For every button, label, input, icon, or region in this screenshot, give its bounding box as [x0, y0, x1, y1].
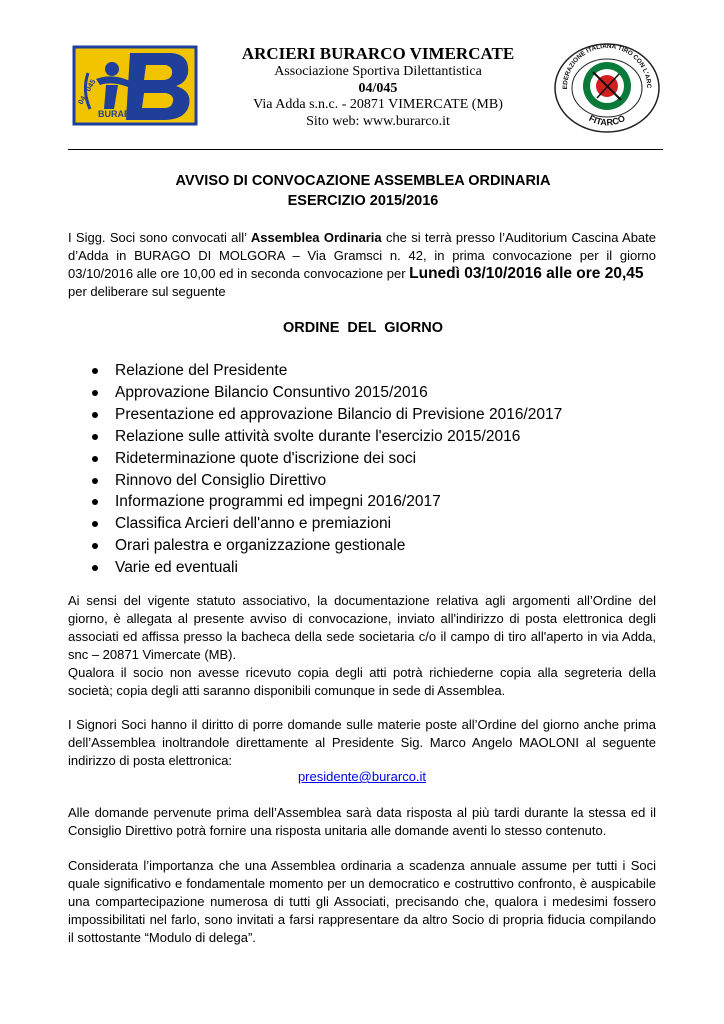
logo-name-text: BURARCO: [98, 109, 144, 119]
document-title: AVVISO DI CONVOCAZIONE ASSEMBLEA ORDINARIA: [175, 173, 551, 189]
bullet-icon: [92, 390, 98, 396]
agenda-heading: ORDINE DEL GIORNO: [283, 320, 443, 336]
document-subtitle: ESERCIZIO 2015/2016: [287, 193, 439, 209]
bullet-icon: [92, 478, 98, 484]
agenda-list: [90, 360, 562, 579]
org-type: Associazione Sportiva Dilettantistica: [274, 64, 482, 79]
email-container: [68, 769, 656, 784]
fitarco-name-text: FITARCO: [587, 113, 627, 128]
list-item: Presentazione ed approvazione Bilancio di Previsione 2016/2017: [90, 404, 562, 426]
org-address: Via Adda s.n.c. - 20871 VIMERCATE (MB): [253, 97, 503, 112]
meeting-datetime: Lunedì 03/10/2016 alle ore 20,45: [409, 265, 644, 282]
list-item: Rinnovo del Consiglio Direttivo: [90, 470, 562, 492]
assembly-type: Assemblea Ordinaria: [250, 230, 382, 245]
bullet-icon: [92, 565, 98, 571]
answers-paragraph: Alle domande pervenute prima dell’Assemblea sarà data risposta al più tardi durante la stessa ed il Consiglio Direttivo potrà fornire una risposta unitaria alle domande aventi lo stesso contenuto.: [68, 805, 656, 838]
bullet-icon: [92, 521, 98, 527]
copy-request-paragraph: Qualora il socio non avesse ricevuto copia degli atti potrà richiederne copia alla segreteria della società; copia degli atti saranno disponibili comunque in sede di Assemblea.: [68, 665, 656, 698]
bullet-icon: [92, 456, 98, 462]
bullet-icon: [92, 499, 98, 505]
bullet-icon: [92, 543, 98, 549]
list-item: Rideterminazione quote d'iscrizione dei soci: [90, 448, 562, 470]
org-header: [205, 44, 551, 130]
statute-paragraph: Ai sensi del vigente statuto associativo, la documentazione relativa agli argomenti all’Ordine del giorno, è allegata al presente avviso di convocazione, inviato all'indirizzo di posta elettronica degli associati ed affissa presso la bacheca della sede societaria c/o il campo di tiro all'aperto in via Adda, snc – 20871 Vimercate (MB).: [68, 593, 656, 662]
list-item: Orari palestra e organizzazione gestionale: [90, 535, 562, 557]
org-code: 04/045: [358, 80, 398, 96]
importance-paragraph: Considerata l’importanza che una Assemblea ordinaria a scadenza annuale assume per tutti i Soci quale significativo e fondamentale momento per un democratico e costruttivo confronto, è auspicabile una compartecipazione numerosa di tutti gli Associati, precisando che, qualora i medesimi fossero impossibilitati nel farlo, sono invitati a farsi rappresentare da altro Socio di propria fiducia compilando il sottostante “Modulo di delega”.: [68, 858, 656, 945]
org-name: ARCIERI BURARCO VIMERCATE: [241, 44, 515, 63]
header-divider: [68, 149, 663, 150]
intro-paragraph: I Sigg. Soci sono convocati all’ Assemblea Ordinaria che si terrà presso l’Auditorium Cascina Abate d’Adda in BURAGO DI MOLGORA – Via Gramsci n. 42, in prima convocazione per il giorno 03/10/2016 alle ore 10,00 ed in seconda convocazione per Lunedì 03/10/2016 alle ore 20,45 per deliberare sul seguente: [68, 230, 656, 299]
bullet-icon: [92, 434, 98, 440]
president-email-link[interactable]: presidente@burarco.it: [297, 769, 427, 784]
list-item: Informazione programmi ed impegni 2016/2017: [90, 491, 562, 513]
burarco-logo: [68, 43, 202, 128]
list-item: Relazione sulle attività svolte durante l'esercizio 2015/2016: [90, 426, 562, 448]
fitarco-logo: [553, 42, 661, 134]
list-item: Classifica Arcieri dell'anno e premiazioni: [90, 513, 562, 535]
list-item: Relazione del Presidente: [90, 360, 562, 382]
bullet-icon: [92, 368, 98, 374]
bullet-icon: [92, 412, 98, 418]
logo-badge-text: 04 - 045: [75, 77, 98, 106]
org-website: Sito web: www.burarco.it: [306, 113, 450, 129]
questions-paragraph: I Signori Soci hanno il diritto di porre domande sulle materie poste all’Ordine del giorno anche prima dell’Assemblea inoltrandole direttamente al Presidente Sig. Marco Angelo MAOLONI al seguente indirizzo di posta elettronica:: [68, 717, 656, 768]
fitarco-ring-text: EDERAZIONE ITALIANA TIRO CON L'ARC: [561, 42, 653, 90]
list-item: Varie ed eventuali: [90, 557, 562, 579]
list-item: Approvazione Bilancio Consuntivo 2015/2016: [90, 382, 562, 404]
